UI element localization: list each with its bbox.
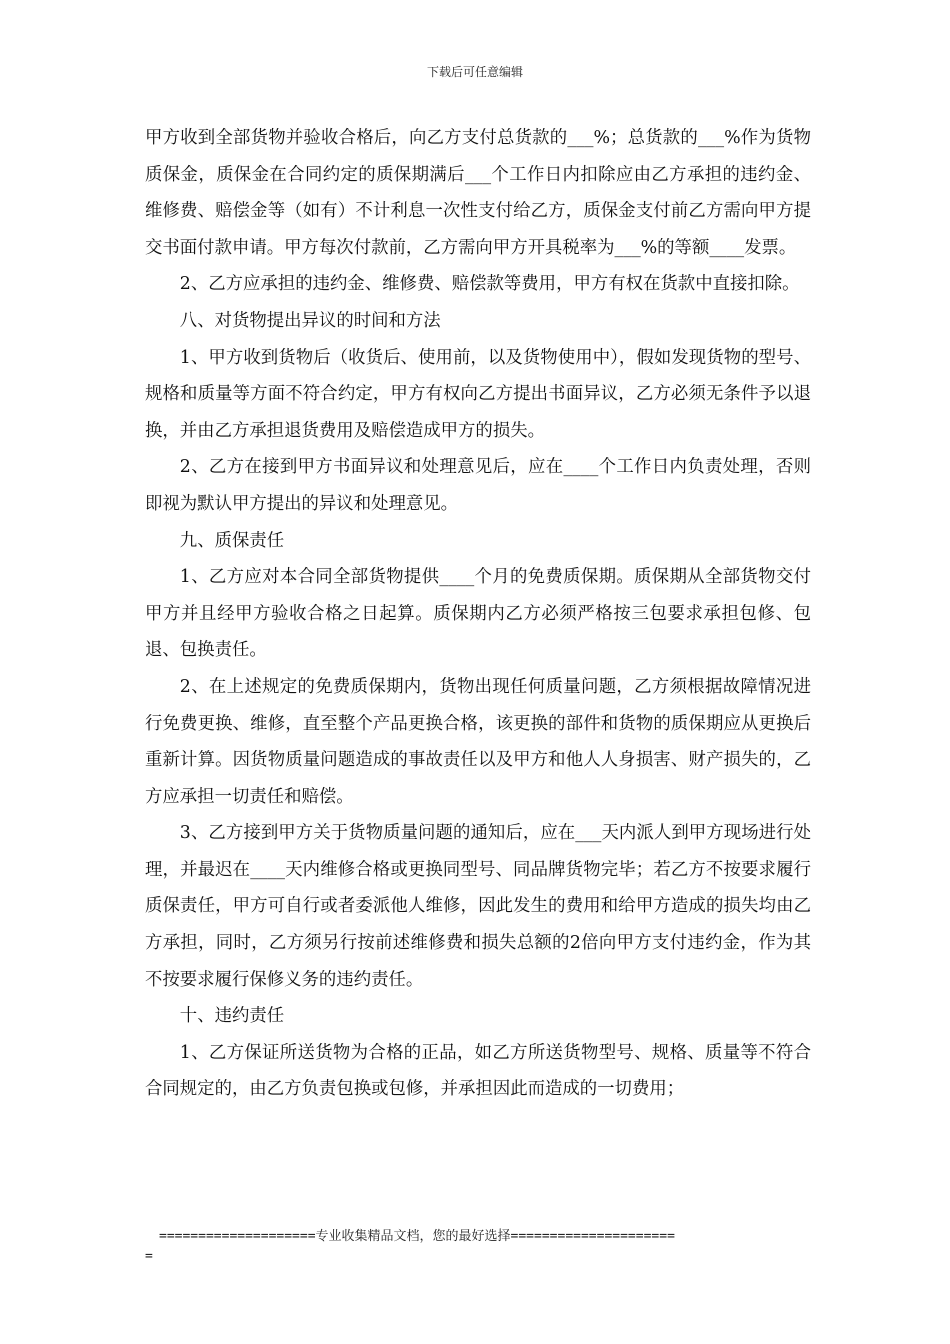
paragraph: 1、乙方应对本合同全部货物提供____个月的免费质保期。质保期从全部货物交付甲方并且经甲方验收合格之日起算。质保期内乙方必须严格按三包要求承担包修、包退、包换责任。 bbox=[145, 567, 811, 661]
paragraph: 2、乙方在接到甲方书面异议和处理意见后，应在____个工作日内负责处理，否则即视为默认甲方提出的异议和处理意见。 bbox=[145, 457, 811, 514]
paragraph: 3、乙方接到甲方关于货物质量问题的通知后，应在___天内派人到甲方现场进行处理，并最迟在____天内维修合格或更换同型号、同品牌货物完毕；若乙方不按要求履行质保责任，甲方可自行或者委派他人维修，因此发生的费用和给甲方造成的损失均由乙方承担，同时，乙方须另行按前述维修费和损失总额的2倍向甲方支付违约金，作为其不按要求履行保修义务的违约责任。 bbox=[145, 823, 811, 990]
footer-banner-tail: = bbox=[145, 1249, 153, 1264]
paragraph: 2、在上述规定的免费质保期内，货物出现任何质量问题，乙方须根据故障情况进行免费更换、维修，直至整个产品更换合格，该更换的部件和货物的质保期应从更换后重新计算。因货物质量问题造成的事故责任以及甲方和他人人身损害、财产损失的，乙方应承担一切责任和赔偿。 bbox=[145, 676, 811, 807]
paragraph: 甲方收到全部货物并验收合格后，向乙方支付总货款的___%；总货款的___%作为货物质保金，质保金在合同约定的质保期满后___个工作日内扣除应由乙方承担的违约金、维修费、赔偿金等（如有）不计利息一次性支付给乙方，质保金支付前乙方需向甲方提交书面付款申请。甲方每次付款前，乙方需向甲方开具税率为___%的等额____发票。 bbox=[145, 128, 811, 258]
section-heading: 八、对货物提出异议的时间和方法 bbox=[179, 310, 441, 331]
paragraph: 1、甲方收到货物后（收货后、使用前，以及货物使用中），假如发现货物的型号、规格和质量等方面不符合约定，甲方有权向乙方提出书面异议，乙方必须无条件予以退换，并由乙方承担退货费用及赔偿造成甲方的损失。 bbox=[145, 347, 811, 441]
paragraph: 1、乙方保证所送货物为合格的正品，如乙方所送货物型号、规格、质量等不符合合同规定的，由乙方负责包换或包修，并承担因此而造成的一切费用； bbox=[145, 1042, 811, 1100]
footer-banner: ====================专业收集精品文档，您的最好选择===================== bbox=[159, 1229, 675, 1244]
page-header: 下载后可任意编辑 bbox=[426, 65, 523, 79]
document-body bbox=[145, 120, 811, 1108]
page-footer bbox=[145, 1227, 815, 1267]
paragraph: 2、乙方应承担的违约金、维修费、赔偿款等费用，甲方有权在货款中直接扣除。 bbox=[179, 274, 800, 295]
section-heading: 十、违约责任 bbox=[179, 1006, 285, 1027]
section-heading: 九、质保责任 bbox=[179, 530, 285, 551]
